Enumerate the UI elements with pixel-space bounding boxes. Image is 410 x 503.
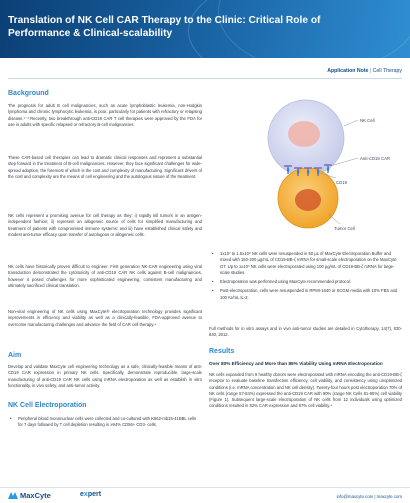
background-paragraph-2: These CAR-based cell therapies can lead to dramatic clinical responses and represent a substantial step forward in the treatment of B-cell malignancies. However, they face significant challenges for wide-spread adoption, the foremost of which is the cost and complexity of manufacturing. Significant drivers of the cost and complexity are the means of cell engineering and the autologous nature of the treatment.: [8, 155, 202, 179]
expert-logo: [80, 491, 101, 498]
background-paragraph-3: NK cells represent a promising avenue for cell therapy as they: i) rapidly kill tumors in an antigen-independent fashion; ii) represent an allogeneic source of cells for simplified manufacturing and treatment of patients with compromised immune systems; and iii) have established clinical safety and modest anti-tumor efficacy upon transfer of autologous or allogeneic cells.: [8, 213, 202, 237]
list-item: • 1x10⁷ to 1.5x10⁸ NK cells were resuspended in 50 µL of MaxCyte Electroporation Buffer and mixed with 150-200 µg/mL of CD19-BB-ζ mRNA for small-scale electroporation on the MaxCyte GT. Up to 1x10⁹ NK cells were electroporated using 100 µg/mL of CD19-BB-ζ mRNA for large-scale studies.: [212, 251, 402, 276]
expert-logo-text: e: [80, 491, 84, 498]
tag-type: Application Note: [327, 68, 369, 74]
page-title: Translation of NK Cell CAR Therapy to the Clinic: Critical Role of Performance & Clinical-scalability: [8, 15, 321, 39]
electroporation-list-right: [212, 251, 402, 301]
nk-cell-figure: [208, 96, 402, 246]
section-heading-nk-electroporation: NK Cell Electroporation: [8, 402, 87, 409]
label-nk-cell: NK Cell: [360, 118, 375, 123]
contact-links[interactable]: info@maxcyte.com | maxcyte.com: [336, 494, 402, 499]
section-heading-aim: Aim: [8, 352, 22, 359]
background-paragraph-5: Non-viral engineering of NK cells using MaxCyte® electroporation technology provides significant improvements in efficiency and viability as well as a clinically-feasible, FDA-approved avenue to overcome manufacturing challenges and advance the field of CAR cell therapy.⁴: [8, 309, 202, 327]
results-subheading: Over 80% Efficiency and More than 85% Viability Using mRNA Electroporation: [209, 361, 383, 366]
expert-logo-x: x: [83, 491, 88, 498]
maxcyte-logo-text: MaxCyte: [20, 491, 51, 500]
background-paragraph-4: NK cells have historically proven difficult to engineer. First generation NK-CAR engineering using viral transduction demonstrated the cytotoxicity of anti-CD19 CAR NK cells against B-cell malignancies, however it posed challenges for more sophisticated engineering, consistent manufacturing and ultimately sacrificed clinical translation.: [8, 264, 202, 288]
tumor-cell-nucleus: [295, 189, 321, 211]
tag-separator: |: [368, 68, 373, 74]
results-paragraph: NK cells expanded from 9 healthy donors were electroporated with mRNA encoding the anti-CD19-BB-ζ receptor to evaluate baseline transfection efficiency, cell viability, and consistency using unoptimized conditions (i.e. mRNA concentration and NK cell density). Twenty-four hours post electroporation 70% of NK cells (range 57-84%) expressed the anti-CD19 CAR with 90% (range NK Cells 81-95%) cell viability (Figure 1). Subsequent large-scale electroporation of NK cells from 12 individuals using optimized conditions resulted in 82% CAR expression and 87% cell viability.⁴: [209, 372, 402, 409]
tag-category: Cell Therapy: [372, 68, 402, 74]
label-cd19: CD19: [336, 180, 347, 185]
list-item: • Post-electroporation, cells were resuspended in RPMI-1640 or SCGM media with 10% FBS and 100 IU/mL IL-2.: [212, 288, 402, 301]
label-tumor-cell: Tumor Cell: [334, 226, 355, 231]
maxcyte-logo-icon: [8, 492, 18, 499]
section-heading-results: Results: [209, 348, 235, 355]
header-banner: [0, 0, 410, 58]
methods-reference: Full methods for in vitro assays and in vivo anti-tumor studies are detailed in Cytotherapy, 14(7), 830-840, 2012.: [209, 326, 402, 338]
footer-divider: [0, 487, 410, 488]
electroporation-list-left: [10, 416, 202, 429]
maxcyte-logo: [8, 491, 51, 500]
expert-logo-text: pert: [87, 491, 102, 498]
document-tag: [327, 68, 402, 74]
list-item: • Peripheral blood mononuclear cells were collected and co-cultured with K562-mb15-41BBL cells for 7 days followed by T cell depletion resulting in ≥94% CD56+ CD3- cells.: [10, 416, 202, 429]
label-anti-cd19-car: Anti-CD19 CAR: [360, 156, 391, 161]
section-heading-background: Background: [8, 90, 49, 97]
divider: [8, 78, 402, 79]
aim-paragraph: Develop and validate MaxCyte cell engineering technology as a safe, clinically-feasible means of anti-CD19 CAR expression in primary NK cells. Specifically, demonstrate reproducible, large-scale manufacturing of anti-CD19 CAR NK cells using mRNA electroporation as well as establish in vitro functionality, in vivo safety, and anti-tumor activity.: [8, 364, 202, 388]
background-paragraph-1: The prognosis for adult B cell malignancies, such as acute lymphoblastic leukemia, non-Hodgkin lymphoma and chronic lymphocytic leukemia, is poor, particularly for patients with refractory or relapsing disease.¹⁻³ Recently, two breakthrough anti-CD19 CAR T cell therapies were approved by the FDA for use in adults with specific relapsed or refractory B-cell malignancies.: [8, 103, 202, 127]
nk-cell-nucleus: [288, 121, 320, 147]
list-item: • Electroporation was performed using MaxCyte recommended protocol.: [212, 279, 402, 285]
